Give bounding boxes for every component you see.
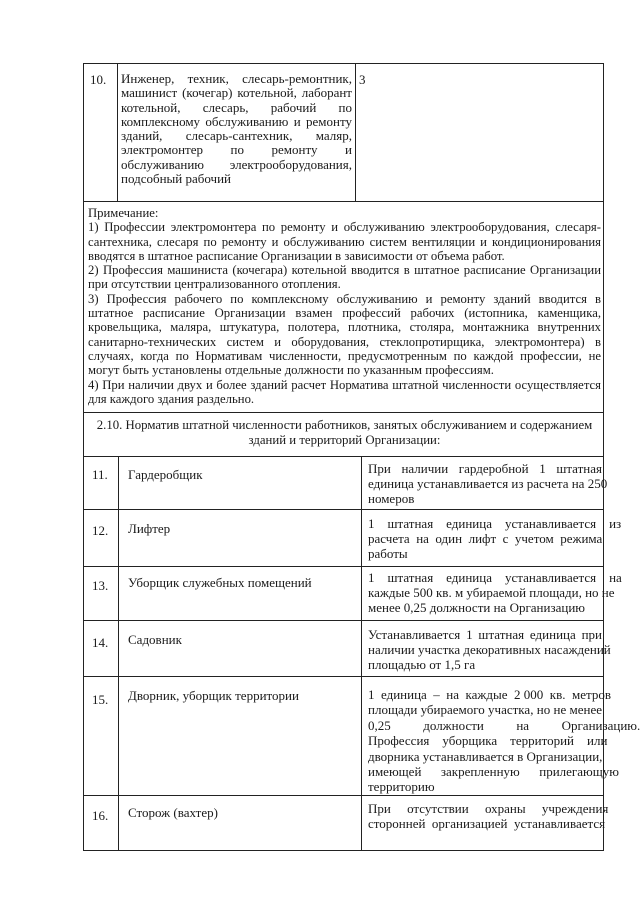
row15-name: Дворник, уборщик территории — [128, 688, 299, 703]
row14-norm-line: площадью от 1,5 га — [368, 657, 476, 672]
row10-profession-line: зданий, слесарь-сантехник, маляр, — [121, 128, 352, 144]
row12-bottom-border — [83, 566, 604, 567]
row15-norm-line: дворника устанавливается в Организации, — [368, 748, 603, 764]
row13-norm — [368, 570, 622, 615]
row14-norm-line: Устанавливается 1 штатная единица при — [368, 627, 602, 642]
note-line: кровельщика, маляра, штукатура, полотера, плотника, столяра, монтажника внутренних — [88, 320, 601, 335]
note-block — [88, 206, 601, 406]
note-left-border — [83, 201, 84, 412]
note-line: санитарно-технических систем и оборудования, стеклопротирщика, электромонтера) в — [88, 334, 601, 349]
heading-right-border — [603, 412, 604, 456]
row14-norm-line: наличии участка декоративных насаждений — [368, 642, 611, 657]
row12-norm-line: расчета на один лифт с учетом режима — [368, 531, 603, 546]
row16-norm — [368, 801, 609, 831]
row16-norm-line: сторонней организацией устанавливается — [368, 816, 606, 831]
row14-norm — [368, 627, 611, 672]
table2-col-divider-1 — [118, 456, 119, 850]
row15-norm-line: площади убираемого участка, но не менее — [368, 702, 602, 718]
heading-left-border — [83, 412, 84, 456]
section-heading — [88, 418, 601, 448]
section-heading-line2: зданий и территорий Организации: — [248, 433, 441, 447]
row15-norm-line: Профессия уборщика территорий или — [368, 733, 608, 749]
table2-left-border — [83, 456, 84, 850]
row10-profession-line: электромонтер по ремонту и — [121, 142, 352, 158]
table-top-border — [83, 63, 604, 64]
row15-norm-line: 1 единица – на каждые 2 000 кв. метров — [368, 687, 611, 702]
note-heading: Примечание: — [88, 206, 159, 220]
row13-norm-line: каждые 500 кв. м убираемой площади, но не — [368, 585, 615, 600]
row11-norm — [368, 461, 608, 506]
note-line: сантехника, слесаря по ремонту и обслуживанию систем вентиляции и кондиционирования — [88, 234, 601, 249]
row11-name: Гардеробщик — [128, 467, 203, 482]
row10-profession-line: комплексному обслуживанию и ремонту — [121, 113, 352, 129]
note-line: 2) Профессия машиниста (кочегара) котельной вводится в штатное расписание Организации — [88, 263, 601, 278]
row12-name: Лифтер — [128, 521, 171, 536]
note-line: случаях, когда по Нормативам численности, предусмотренным по каждой профессии, не — [88, 348, 601, 363]
col-divider-2 — [355, 63, 356, 201]
row10-number: 10. — [90, 72, 107, 87]
heading-bottom-border — [83, 456, 604, 457]
row12-norm — [368, 516, 622, 561]
row10-profession-line: Инженер, техник, слесарь-ремонтник, — [121, 71, 352, 86]
note-line: вводятся в штатное расписание Организации в зависимости от объема работ. — [88, 248, 505, 263]
row13-norm-line: менее 0,25 должности на Организацию — [368, 600, 586, 615]
row10-profession-line: обслуживанию электрооборудования, — [121, 156, 352, 172]
row15-norm — [368, 687, 640, 795]
row13-norm-line: 1 штатная единица устанавливается на — [368, 570, 622, 585]
row14-number: 14. — [92, 635, 109, 650]
row11-norm-line: единица устанавливается из расчета на 250 — [368, 476, 608, 491]
section-heading-line1: 2.10. Норматив штатной численности работников, занятых обслуживанием и содержанием — [96, 418, 593, 432]
note-line: 1) Профессии электромонтера по ремонту и обслуживанию электрооборудования, слесаря- — [88, 220, 601, 235]
row10-bottom-border — [83, 201, 604, 202]
row10-profession-line: котельной, слесарь, рабочий по — [121, 99, 352, 115]
note-line: штатное расписание Организации взамен профессий рабочих (истопника, каменщика, — [88, 306, 601, 321]
row15-norm-line: 0,25 должности на Организацию. — [368, 717, 640, 733]
col-divider-1 — [117, 63, 118, 201]
row16-number: 16. — [92, 808, 109, 823]
row16-bottom-border — [83, 850, 604, 851]
row11-number: 11. — [92, 467, 108, 482]
row10-profession-line: машинист (кочегар) котельной, лаборант — [121, 85, 352, 101]
row12-norm-line: работы — [368, 546, 408, 561]
table-right-border — [603, 63, 604, 201]
row14-name: Садовник — [128, 632, 182, 647]
row15-norm-line: территорию — [368, 779, 435, 795]
table-left-border — [83, 63, 84, 201]
note-line: для каждого здания раздельно. — [88, 391, 255, 406]
row11-bottom-border — [83, 509, 604, 510]
row14-bottom-border — [83, 676, 604, 677]
row11-norm-line: При наличии гардеробной 1 штатная — [368, 461, 602, 476]
note-line: при отсутствии централизованного отопления. — [88, 277, 341, 292]
row12-norm-line: 1 штатная единица устанавливается из — [368, 516, 622, 531]
row16-norm-line: При отсутствии охраны учреждения — [368, 801, 609, 816]
note-line: 4) При наличии двух и более зданий расчет Норматива штатной численности осуществляется — [88, 377, 601, 392]
row16-name: Сторож (вахтер) — [128, 805, 218, 820]
row13-number: 13. — [92, 578, 109, 593]
table2-col-divider-2 — [361, 456, 362, 850]
note-bottom-border — [83, 412, 604, 413]
row11-norm-line: номеров — [368, 491, 415, 506]
row10-profession-line: подсобный рабочий — [121, 171, 231, 187]
note-right-border — [603, 201, 604, 412]
row13-name: Уборщик служебных помещений — [128, 575, 312, 590]
note-line: 3) Профессия рабочего по комплексному обслуживанию и ремонту зданий вводится в — [88, 291, 601, 306]
row13-bottom-border — [83, 620, 604, 621]
row15-norm-line: имеющей закрепленную прилегающую — [368, 764, 619, 780]
note-line: могут быть установлены отдельные должности по указанным профессиям. — [88, 363, 494, 378]
row10-value: 3 — [359, 72, 366, 87]
row12-number: 12. — [92, 523, 109, 538]
row10-profession — [121, 72, 352, 186]
row15-number: 15. — [92, 692, 109, 707]
row15-bottom-border — [83, 795, 604, 796]
